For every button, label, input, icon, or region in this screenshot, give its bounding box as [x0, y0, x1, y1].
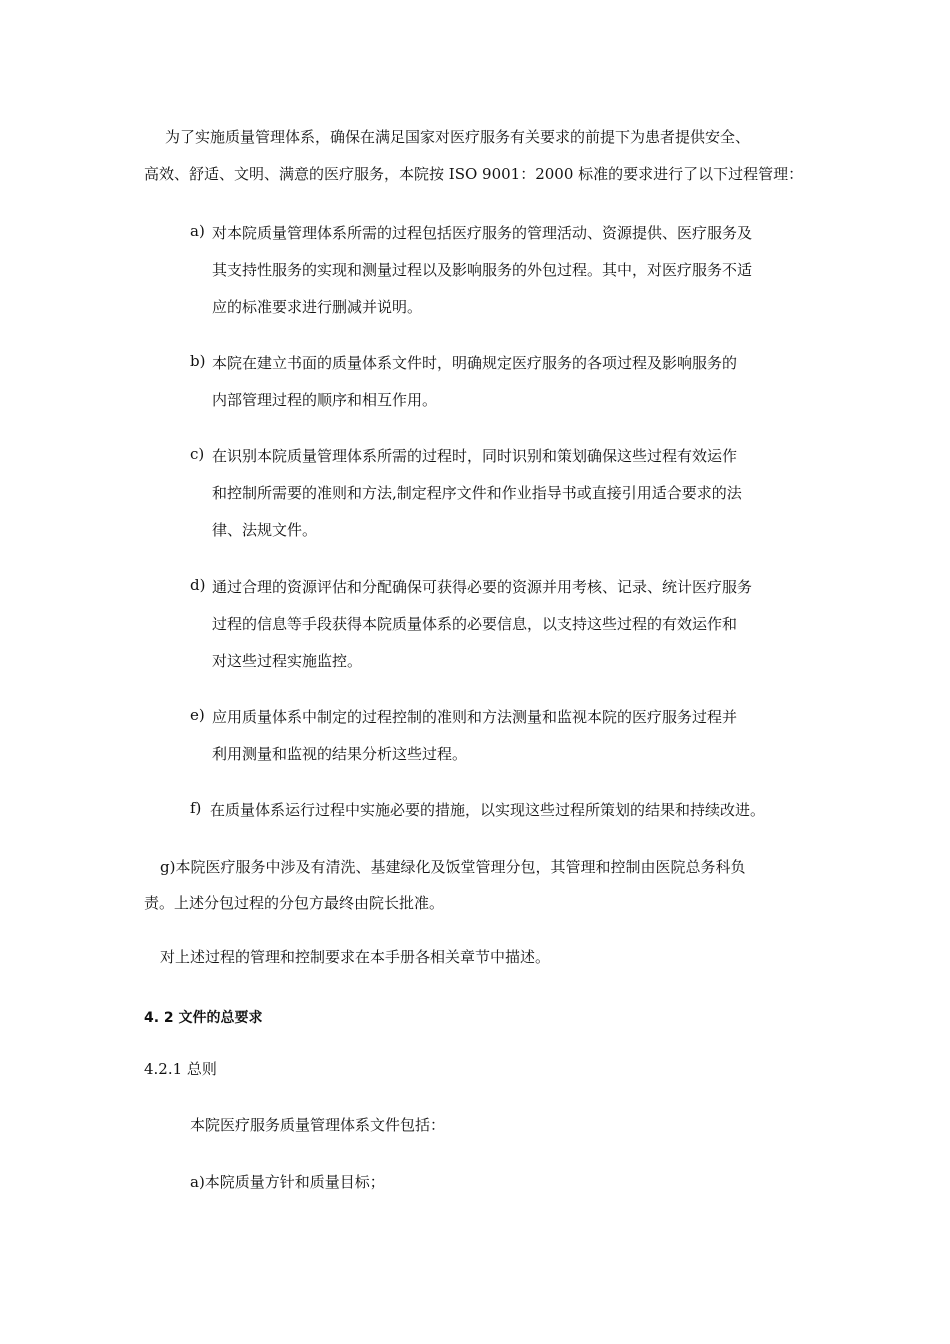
list-item-text: 在质量体系运行过程中实施必要的措施，以实现这些过程所策划的结果和持续改进。 — [210, 801, 766, 819]
subsection-title: 4.2.1 总则 — [144, 1060, 217, 1078]
list-item-text: 对本院质量管理体系所需的过程包括医疗服务的管理活动、资源提供、医疗服务及 — [212, 224, 753, 242]
list-item-text: 过程的信息等手段获得本院质量体系的必要信息，以支持这些过程的有效运作和 — [212, 615, 738, 633]
list-marker: d) — [190, 576, 206, 594]
list-item-text: 其支持性服务的实现和测量过程以及影响服务的外包过程。其中，对医疗服务不适 — [212, 261, 753, 279]
list-item-policy: a)本院质量方针和质量目标； — [190, 1173, 385, 1191]
list-marker: a) — [190, 222, 205, 240]
intro-line-1: 为了实施质量管理体系，确保在满足国家对医疗服务有关要求的前提下为患者提供安全、 — [165, 128, 751, 146]
list-marker: f) — [190, 799, 202, 817]
list-item-text: 律、法规文件。 — [212, 521, 318, 539]
list-marker: e) — [190, 706, 205, 724]
list-item-text: 在识别本院质量管理体系所需的过程时，同时识别和策划确保这些过程有效运作 — [212, 447, 738, 465]
list-item-text: 和控制所需要的准则和方法,制定程序文件和作业指导书或直接引用适合要求的法 — [212, 484, 742, 502]
paragraph-g-line-1: g)本院医疗服务中涉及有清洗、基建绿化及饭堂管理分包，其管理和控制由医院总务科负 — [160, 858, 746, 876]
list-marker: b) — [190, 352, 206, 370]
list-item-text: 应用质量体系中制定的过程控制的准则和方法测量和监视本院的医疗服务过程并 — [212, 708, 738, 726]
intro-line-2: 高效、舒适、文明、满意的医疗服务，本院按 ISO 9001：2000 标准的要求进行了以下过程管理： — [144, 165, 804, 183]
section-heading: 4. 2 文件的总要求 — [144, 1010, 263, 1026]
list-item-text: 通过合理的资源评估和分配确保可获得必要的资源并用考核、记录、统计医疗服务 — [212, 578, 753, 596]
list-marker: c) — [190, 445, 205, 463]
list-item-text: 本院在建立书面的质量体系文件时，明确规定医疗服务的各项过程及影响服务的 — [212, 354, 738, 372]
paragraph-summary: 对上述过程的管理和控制要求在本手册各相关章节中描述。 — [160, 948, 551, 966]
list-item-text: 内部管理过程的顺序和相互作用。 — [212, 391, 438, 409]
list-item-text: 对这些过程实施监控。 — [212, 652, 363, 670]
paragraph-g-line-2: 责。上述分包过程的分包方最终由院长批准。 — [144, 894, 445, 912]
list-item-text: 利用测量和监视的结果分析这些过程。 — [212, 745, 468, 763]
paragraph-includes: 本院医疗服务质量管理体系文件包括： — [190, 1116, 446, 1134]
list-item-text: 应的标准要求进行删减并说明。 — [212, 298, 423, 316]
